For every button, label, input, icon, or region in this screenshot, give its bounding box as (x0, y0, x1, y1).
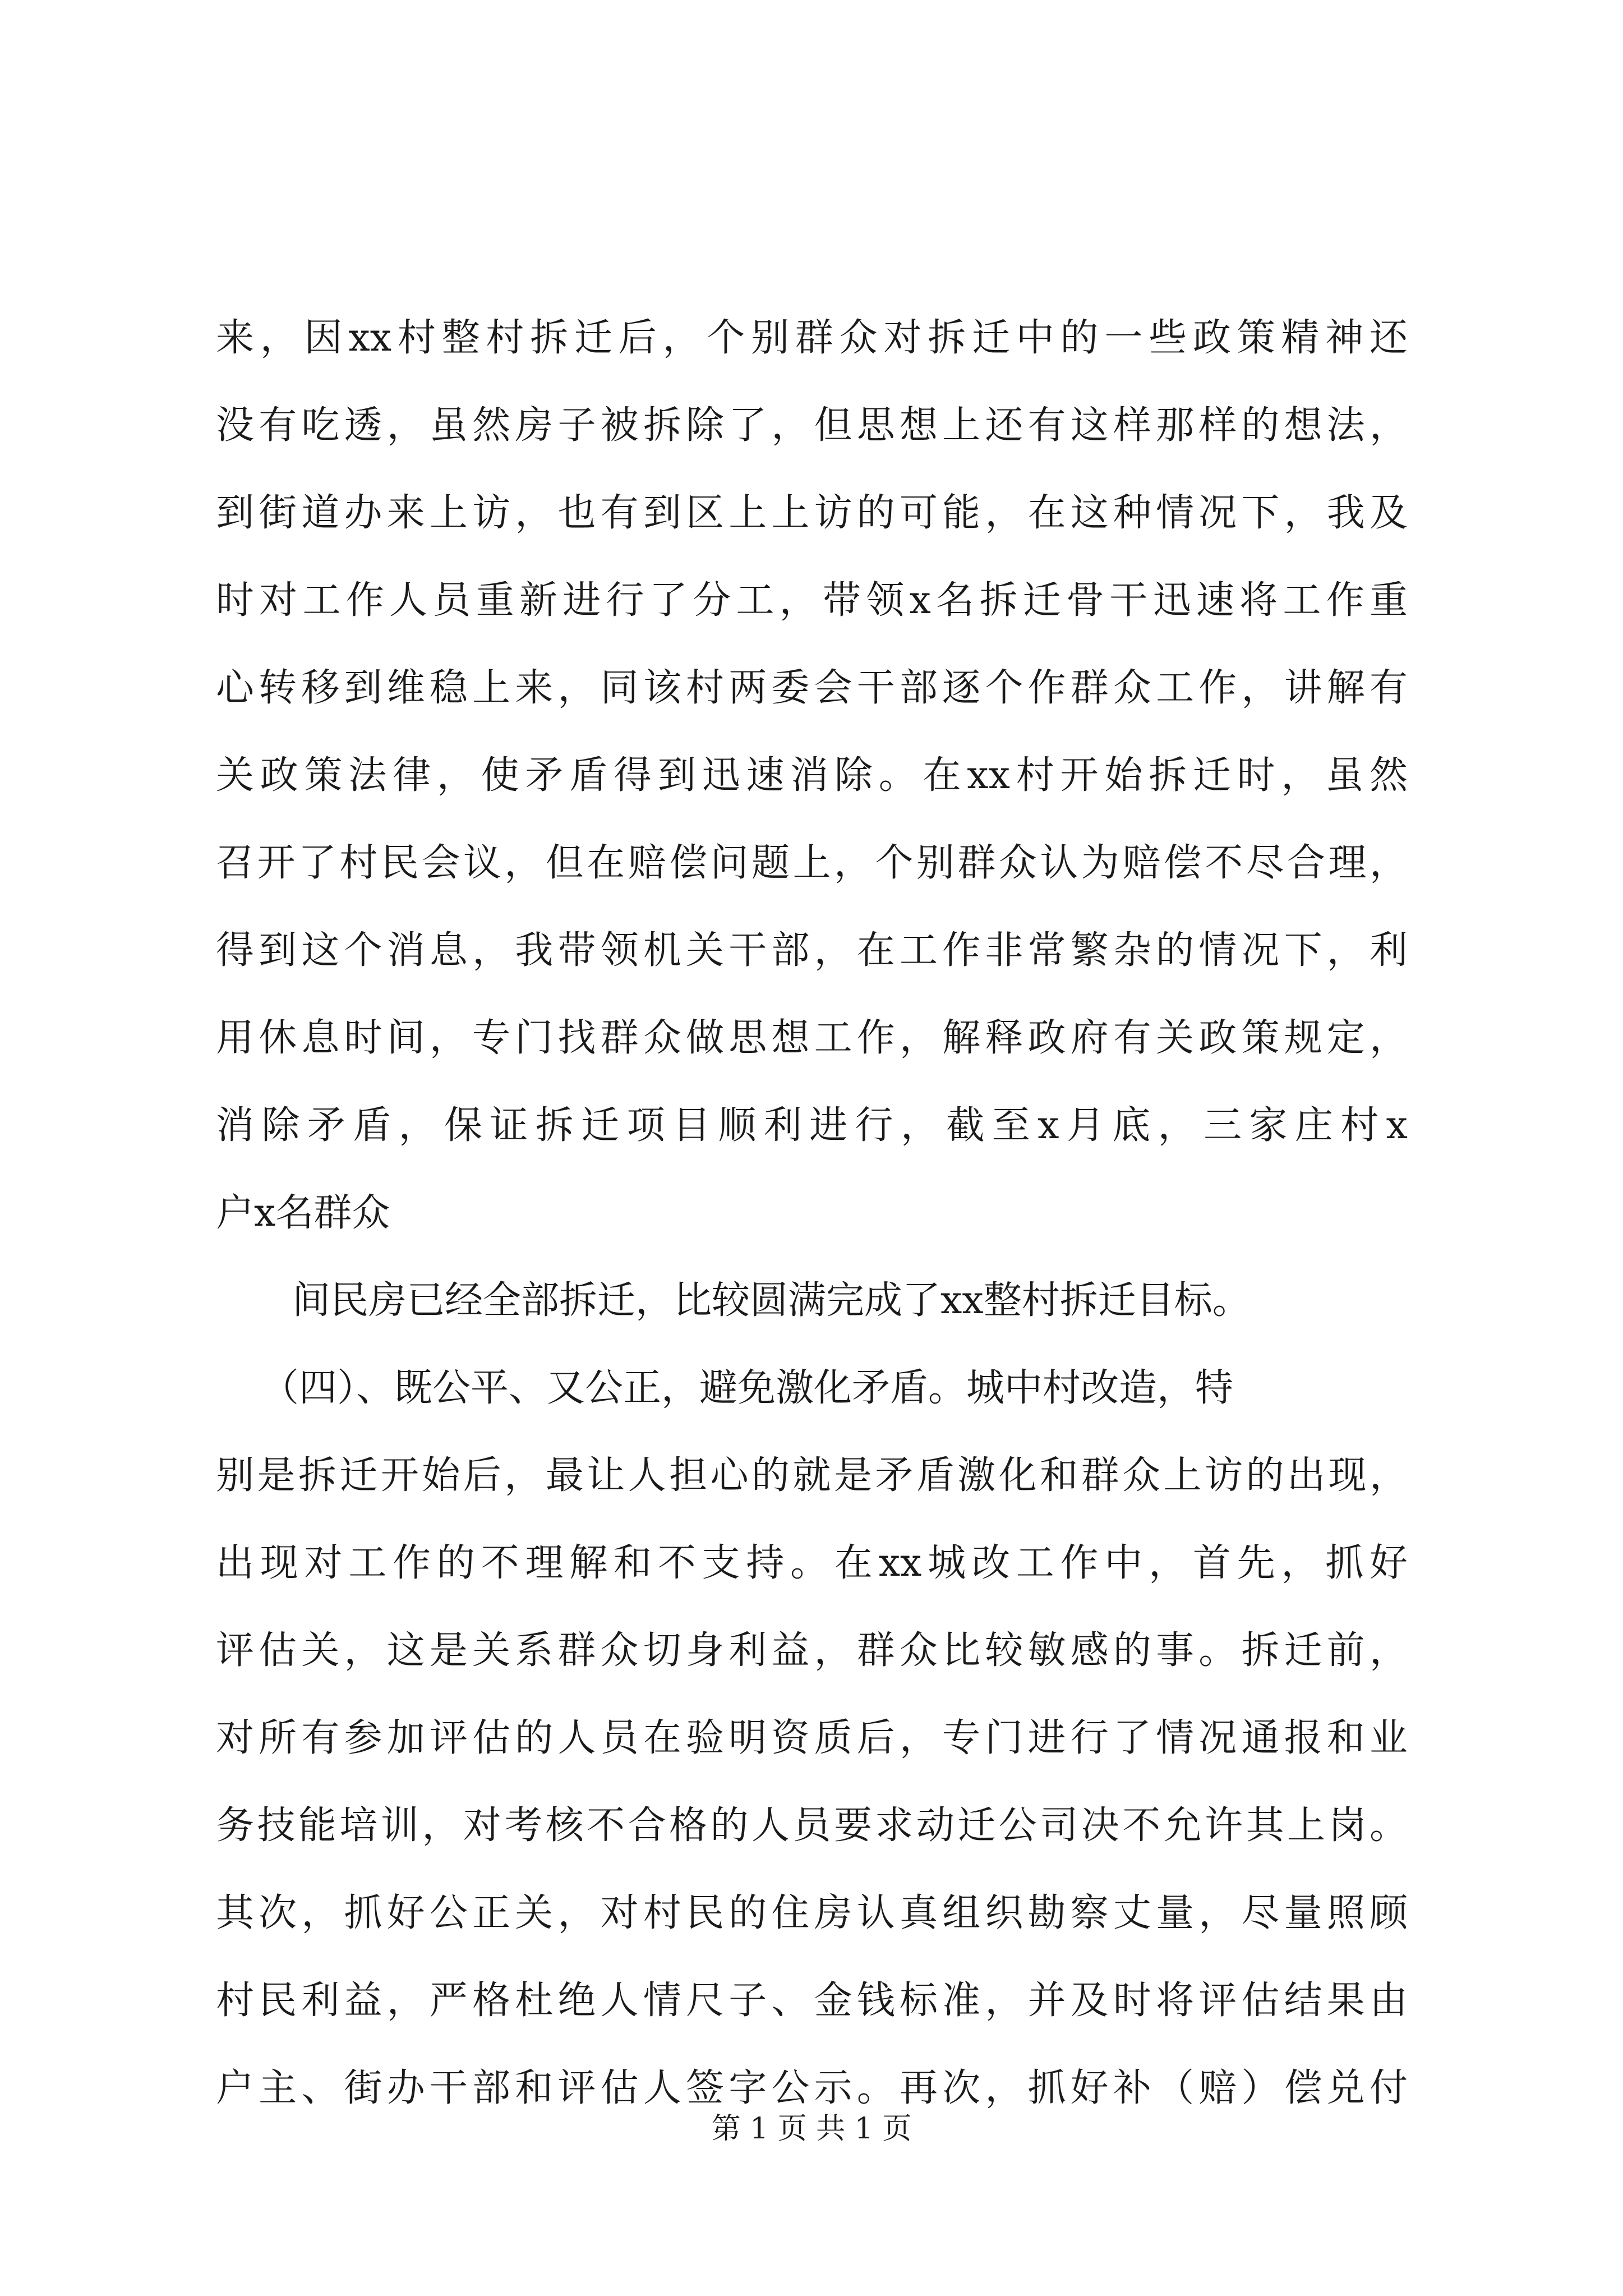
text-line: 其次，抓好公正关，对村民的住房认真组织勘察丈量，尽量照顾 (216, 1891, 1408, 1935)
text-line: 没有吃透，虽然房子被拆除了，但思想上还有这样那样的想法， (216, 403, 1408, 448)
text-line: 时对工作人员重新进行了分工，带领x名拆迁骨干迅速将工作重 (216, 578, 1408, 623)
text-line: 用休息时间，专门找群众做思想工作，解释政府有关政策规定， (216, 1016, 1408, 1060)
text-line: 消除矛盾，保证拆迁项目顺利进行，截至x月底，三家庄村x (216, 1103, 1408, 1148)
text-line: 别是拆迁开始后，最让人担心的就是矛盾激化和群众上访的出现， (216, 1453, 1408, 1498)
text-line: 对所有参加评估的人员在验明资质后，专门进行了情况通报和业 (216, 1716, 1408, 1760)
text-line: 到街道办来上访，也有到区上上访的可能，在这种情况下，我及 (216, 491, 1408, 535)
text-line: 心转移到维稳上来，同该村两委会干部逐个作群众工作，讲解有 (216, 666, 1408, 710)
text-line: 务技能培训，对考核不合格的人员要求动迁公司决不允许其上岗。 (216, 1803, 1408, 1848)
text-line: 得到这个消息，我带领机关干部，在工作非常繁杂的情况下，利 (216, 928, 1408, 973)
text-line: 村民利益，严格杜绝人情尺子、金钱标准，并及时将评估结果由 (216, 1978, 1408, 2023)
body-text (216, 295, 1408, 2132)
text-line: （四）、既公平、又公正，避免激化矛盾。城中村改造，特 (261, 1366, 1234, 1410)
text-line: 户主、街办干部和评估人签字公示。再次，抓好补（赔）偿兑付 (216, 2066, 1408, 2110)
text-line: 召开了村民会议，但在赔偿问题上，个别群众认为赔偿不尽合理， (216, 841, 1408, 885)
text-line: 间民房已经全部拆迁，比较圆满完成了xx整村拆迁目标。 (292, 1278, 1251, 1323)
text-line: 出现对工作的不理解和不支持。在xx城改工作中，首先，抓好 (216, 1541, 1408, 1585)
page-footer: 第 1 页 共 1 页 (711, 2112, 912, 2146)
text-line: 关政策法律，使矛盾得到迅速消除。在xx村开始拆迁时，虽然 (216, 753, 1408, 798)
text-line: 来，因xx村整村拆迁后，个别群众对拆迁中的一些政策精神还 (216, 316, 1408, 360)
text-line: 评估关，这是关系群众切身利益，群众比较敏感的事。拆迁前， (216, 1628, 1408, 1673)
text-line: 户x名群众 (216, 1191, 390, 1235)
